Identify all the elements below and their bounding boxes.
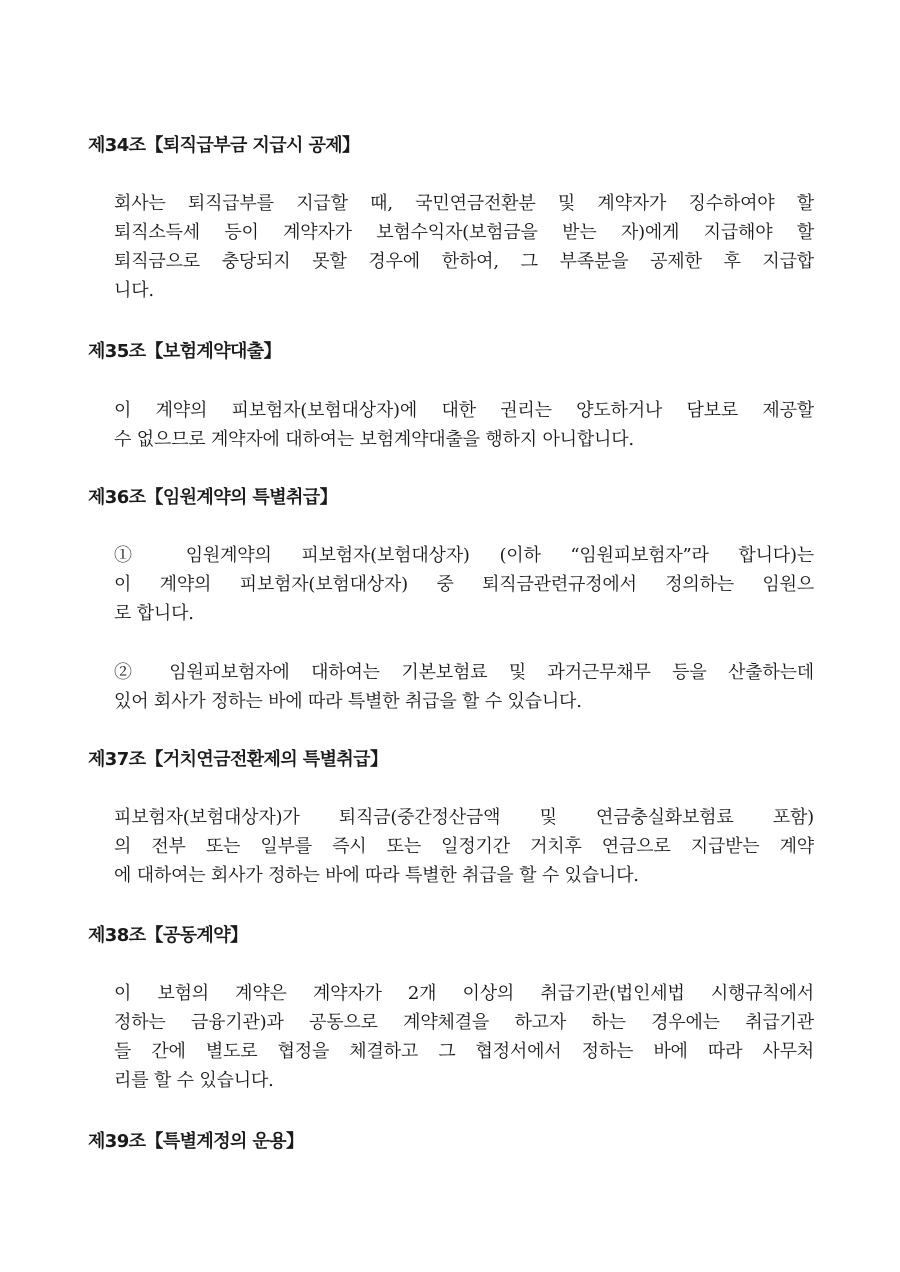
article-39-heading: 제39조【특별계정의 운용】: [88, 1131, 304, 1152]
text-line: 로 합니다.: [114, 603, 194, 624]
article-36-paragraph-2: [114, 658, 814, 716]
text-line: 들 간에 별도로 협정을 체결하고 그 협정서에서 정하는 바에 따라 사무처: [114, 1041, 814, 1062]
text-line: 정하는 금융기관)과 공동으로 계약체결을 하고자 하는 경우에는 취급기관: [114, 1012, 814, 1033]
text-line: ② 임원피보험자에 대하여는 기본보험료 및 과거근무채무 등을 산출하는데: [114, 662, 814, 683]
text-line: 퇴직금으로 충당되지 못할 경우에 한하여, 그 부족분을 공제한 후 지급합: [114, 251, 814, 272]
text-line: 의 전부 또는 일부를 즉시 또는 일정기간 거치후 연금으로 지급받는 계약: [114, 836, 814, 857]
article-36-heading: 제36조【임원계약의 특별취급】: [88, 487, 337, 508]
text-line: 리를 할 수 있습니다.: [114, 1070, 274, 1091]
article-37-paragraph: [114, 803, 814, 890]
article-38-paragraph: [114, 979, 814, 1095]
article-38-heading: 제38조【공동계약】: [88, 925, 248, 946]
text-line: 이 계약의 피보험자(보험대상자)에 대한 권리는 양도하거나 담보로 제공할: [114, 400, 814, 421]
text-line: 퇴직소득세 등이 계약자가 보험수익자(보험금을 받는 자)에게 지급해야 할: [114, 222, 814, 243]
article-34-heading: 제34조【퇴직급부금 지급시 공제】: [88, 135, 360, 156]
text-line: 이 보험의 계약은 계약자가 2개 이상의 취급기관(법인세법 시행규칙에서: [114, 983, 814, 1004]
article-37-heading: 제37조【거치연금전환제의 특별취급】: [88, 749, 388, 770]
text-line: 피보험자(보험대상자)가 퇴직금(중간정산금액 및 연금충실화보험료 포함): [114, 807, 814, 828]
text-line: ① 임원계약의 피보험자(보험대상자) (이하 “임원피보험자”라 합니다)는: [114, 545, 814, 566]
article-35-heading: 제35조【보험계약대출】: [88, 341, 281, 362]
article-36-paragraph-1: [114, 541, 814, 628]
article-34-paragraph: [114, 189, 814, 305]
text-line: 있어 회사가 정하는 바에 따라 특별한 취급을 할 수 있습니다.: [114, 691, 582, 712]
text-line: 수 없으므로 계약자에 대하여는 보험계약대출을 행하지 아니합니다.: [114, 429, 634, 450]
text-line: 에 대하여는 회사가 정하는 바에 따라 특별한 취급을 할 수 있습니다.: [114, 865, 639, 886]
article-35-paragraph: [114, 396, 814, 454]
text-line: 이 계약의 피보험자(보험대상자) 중 퇴직금관련규정에서 정의하는 임원으: [114, 574, 814, 595]
text-line: 니다.: [114, 280, 154, 301]
text-line: 회사는 퇴직급부를 지급할 때, 국민연금전환분 및 계약자가 징수하여야 할: [114, 193, 814, 214]
